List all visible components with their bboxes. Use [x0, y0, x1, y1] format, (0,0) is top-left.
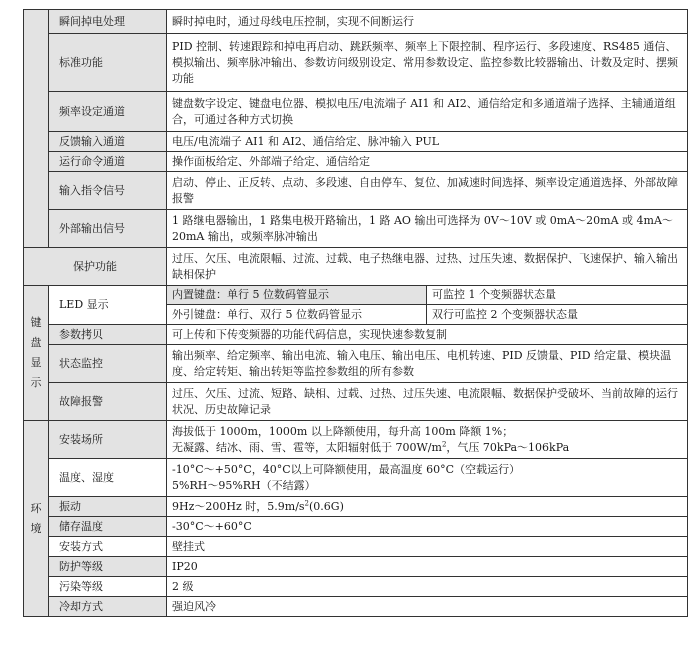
table-row — [24, 92, 688, 132]
row-label: 冷却方式 — [49, 597, 167, 617]
table-row — [24, 597, 688, 617]
row-value: IP20 — [167, 557, 688, 577]
row-value: 强迫风冷 — [167, 597, 688, 617]
table-row — [24, 383, 688, 421]
led-row-b: 双行可监控 2 个变频器状态量 — [427, 305, 688, 325]
table-row — [24, 34, 688, 92]
temp-line-2: 5%RH～95%RH（不结露） — [172, 478, 316, 492]
spec-table — [23, 9, 688, 617]
row-label: 温度、湿度 — [49, 459, 167, 497]
environment-group-label: 环境 — [24, 421, 49, 617]
row-label: 状态监控 — [49, 345, 167, 383]
row-value: 可上传和下传变频器的功能代码信息，实现快速参数复制 — [167, 325, 688, 345]
table-row — [24, 459, 688, 497]
row-label: 参数拷贝 — [49, 325, 167, 345]
table-row — [24, 172, 688, 210]
table-row — [24, 577, 688, 597]
row-label: 频率设定通道 — [49, 92, 167, 132]
table-row — [24, 537, 688, 557]
row-label: 标准功能 — [49, 34, 167, 92]
row-label: 外部输出信号 — [49, 210, 167, 248]
row-label: 故障报警 — [49, 383, 167, 421]
row-value: PID 控制、转速跟踪和掉电再启动、跳跃频率、频率上下限控制、程序运行、多段速度、RS485 通信、模拟输出、频率脉冲输出、参数访问级别设定、常用参数设定、监控参数比较器输出、计数及定时、摆频功能 — [167, 34, 688, 92]
led-row-a: 外引键盘：单行、双行 5 位数码管显示 — [167, 305, 427, 325]
table-row — [24, 210, 688, 248]
led-row-b: 可监控 1 个变频器状态量 — [427, 286, 688, 305]
row-label: 安装场所 — [49, 421, 167, 459]
table-row — [24, 345, 688, 383]
row-value: -30°C～+60°C — [167, 517, 688, 537]
vibration-value: 9Hz～200Hz 时，$5.9m/s^2(0.6G)$ — [167, 497, 688, 517]
row-value: 键盘数字设定、键盘电位器、模拟电压/电流端子 AI1 和 AI2、通信给定和多通道端子选择、主辅通道组合，可通过各种方式切换 — [167, 92, 688, 132]
table-row — [24, 132, 688, 152]
row-label: 输入指令信号 — [49, 172, 167, 210]
row-label: 运行命令通道 — [49, 152, 167, 172]
table-row — [24, 421, 688, 459]
install-line-1: 海拔低于 1000m，1000m 以上降额使用，每升高 100m 降额 1%； — [172, 424, 514, 438]
row-value: 启动、停止、正反转、点动、多段速、自由停车、复位、加减速时间选择、频率设定通道选择、外部故障报警 — [167, 172, 688, 210]
row-value: 过压、欠压、过流、短路、缺相、过载、过热、过压失速、电流限幅、数据保护受破坏、当前故障的运行状况、历史故障记录 — [167, 383, 688, 421]
table-row — [24, 10, 688, 34]
group-cell-blank — [24, 10, 49, 248]
row-value: 1 路继电器输出，1 路集电极开路输出，1 路 AO 输出可选择为 0V～10V 或 0mA～20mA 或 4mA～20mA 输出，或频率脉冲输出 — [167, 210, 688, 248]
row-label: 反馈输入通道 — [49, 132, 167, 152]
row-label: 储存温度 — [49, 517, 167, 537]
row-value: 瞬时掉电时，通过母线电压控制，实现不间断运行 — [167, 10, 688, 34]
row-value: 壁挂式 — [167, 537, 688, 557]
led-display-label: LED 显示 — [49, 286, 167, 325]
table-row — [24, 152, 688, 172]
keypad-group-label: 键盘显示 — [24, 286, 49, 421]
table-row — [24, 497, 688, 517]
temp-line-1: -10°C～+50°C，40°C以上可降额使用，最高温度 60°C（空载运行） — [172, 462, 521, 476]
table-row — [24, 248, 688, 286]
row-label: 防护等级 — [49, 557, 167, 577]
row-label: 污染等级 — [49, 577, 167, 597]
row-value: 2 级 — [167, 577, 688, 597]
row-value: 电压/电流端子 AI1 和 AI2、通信给定、脉冲输入 PUL — [167, 132, 688, 152]
row-label: 瞬间掉电处理 — [49, 10, 167, 34]
table-row — [24, 517, 688, 537]
install-line-2: 无凝露、结冰、雨、雪、雹等，太阳辐射低于 $700W/m^2$，气压 70kPa～106kPa — [172, 439, 570, 454]
row-value: 输出频率、给定频率、输出电流、输入电压、输出电压、电机转速、PID 反馈量、PID 给定量、模块温度、给定转矩、输出转矩等监控参数组的所有参数 — [167, 345, 688, 383]
row-value: 操作面板给定、外部端子给定、通信给定 — [167, 152, 688, 172]
table-row — [24, 286, 688, 305]
table-row — [24, 325, 688, 345]
table-row — [24, 557, 688, 577]
temp-value — [167, 459, 688, 497]
row-label: 振动 — [49, 497, 167, 517]
protection-label: 保护功能 — [24, 248, 167, 286]
protection-value: 过压、欠压、电流限幅、过流、过载、电子热继电器、过热、过压失速、数据保护、飞速保护、输入输出缺相保护 — [167, 248, 688, 286]
row-label: 安装方式 — [49, 537, 167, 557]
led-row-a: 内置键盘：单行 5 位数码管显示 — [167, 286, 427, 305]
install-value — [167, 421, 688, 459]
